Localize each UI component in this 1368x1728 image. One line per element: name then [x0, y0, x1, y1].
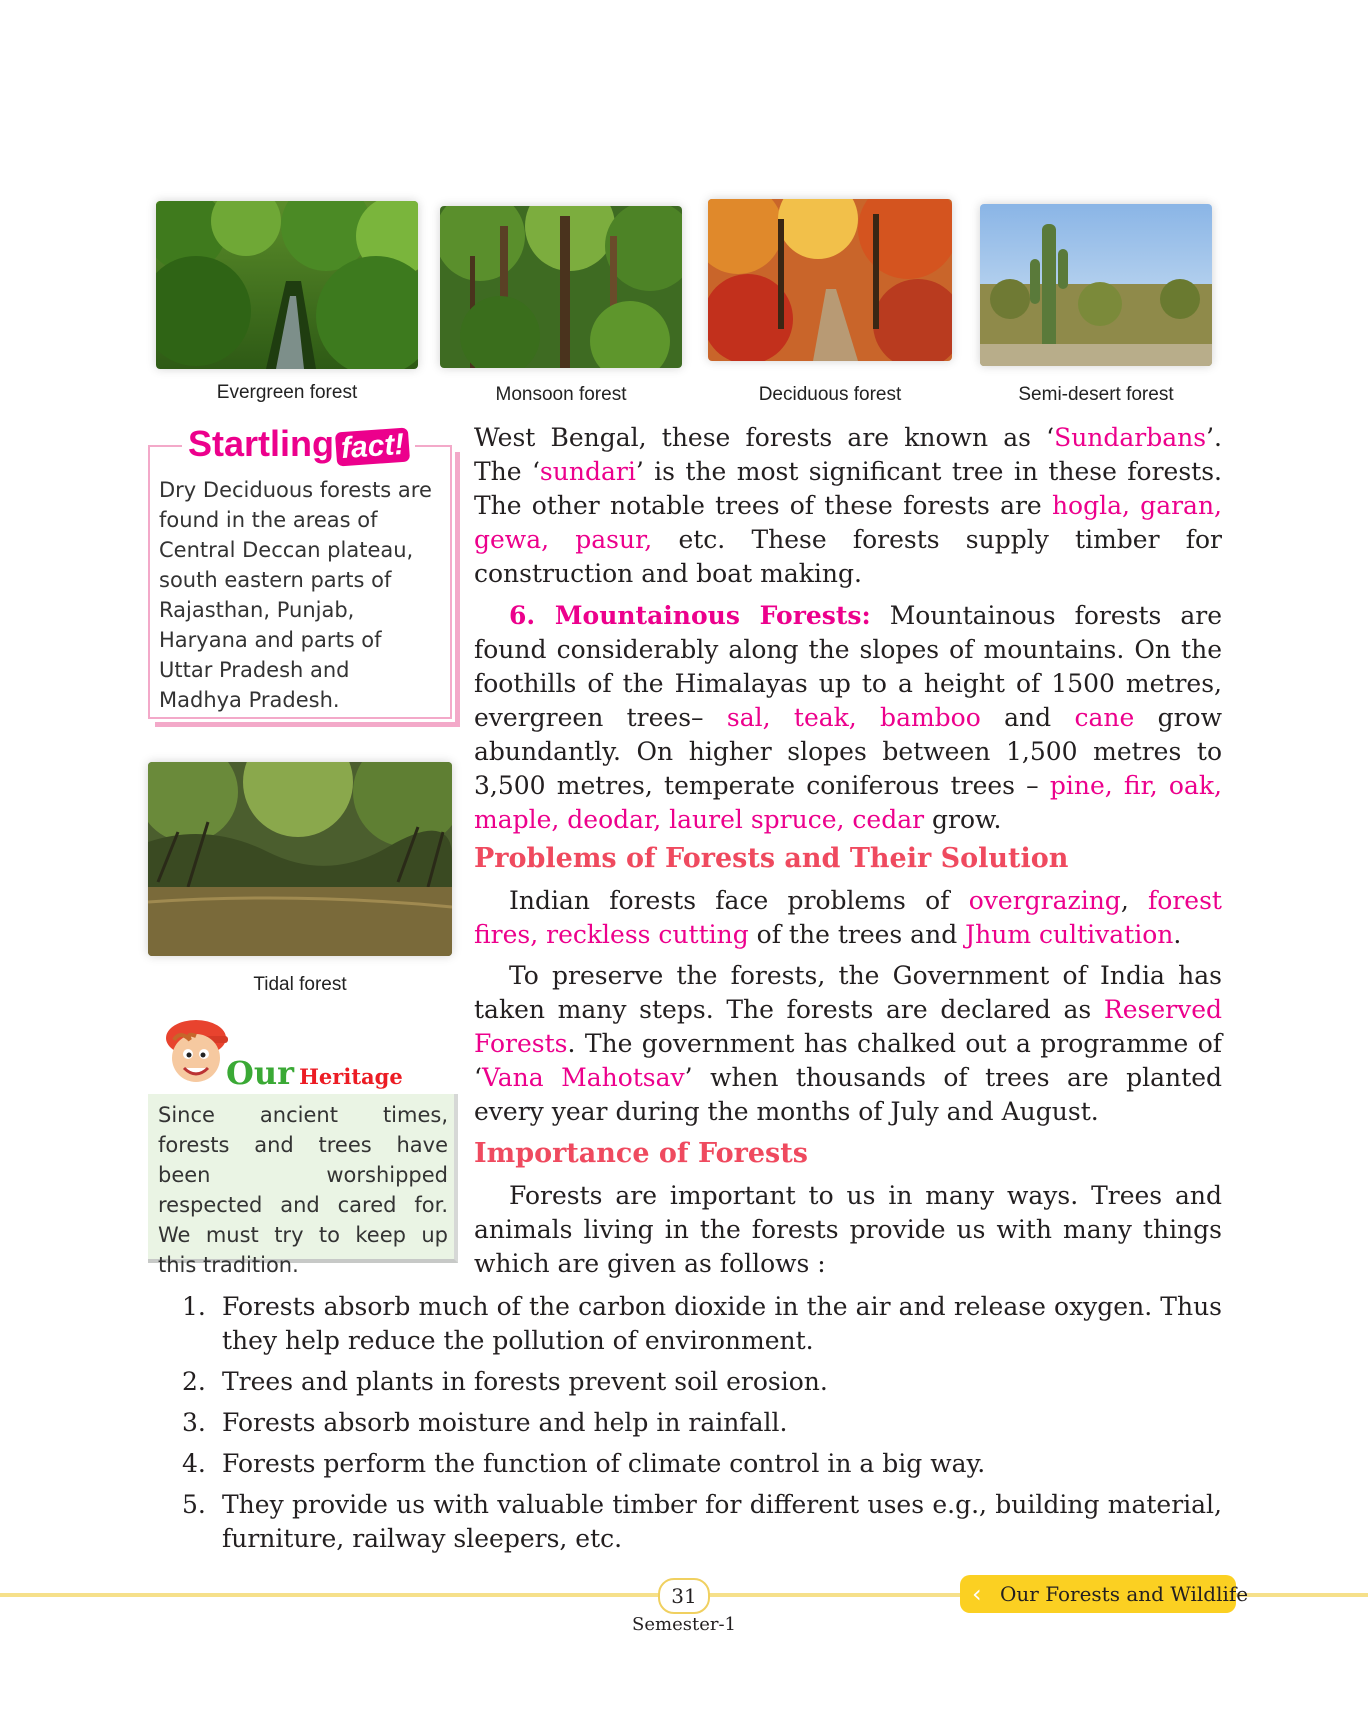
problems-heading: Problems of Forests and Their Solution — [474, 843, 1069, 874]
main-column-middle — [474, 884, 1222, 1129]
startling-fact-box — [148, 423, 460, 730]
page-number-badge — [658, 1578, 710, 1614]
list-item: 2. Trees and plants in forests prevent soil erosion. — [182, 1367, 828, 1396]
semester-label: Semester-1 — [632, 1614, 736, 1635]
startling-word: Startling — [188, 423, 335, 464]
mountainous-forests-heading: 6. Mountainous Forests: — [509, 601, 871, 630]
importance-intro: Forests are important to us in many ways. Trees and animals living in the forests provide us with many things which are given as follows : — [474, 1181, 1222, 1278]
term-sundarbans: Sundarbans — [1054, 423, 1207, 452]
heritage-title-heritage: Heritage — [299, 1064, 403, 1089]
term-vana-mahotsav: Vana Mahotsav — [481, 1063, 685, 1092]
list-item: 1. Forests absorb much of the carbon dioxide in the air and release oxygen. Thus they help reduce the pollution of environment. — [182, 1292, 1222, 1355]
chevron-left-icon: ‹ — [972, 1580, 982, 1608]
problems-paragraph: Indian forests face problems of overgrazing, forest fires, reckless cutting of the trees and Jhum cultivation. — [474, 886, 1222, 949]
tidal-forest-caption: Tidal forest — [253, 974, 347, 995]
heritage-title — [226, 1054, 403, 1092]
importance-heading: Importance of Forests — [474, 1138, 808, 1169]
deciduous-forest-caption: Deciduous forest — [758, 384, 902, 405]
sundarbans-paragraph: West Bengal, these forests are known as ‘Sundarbans’. The ‘sundari’ is the most significant tree in these forests. The other notable trees of these forests are hogla, garan, gewa, pasur, etc. These forests supply timber for construction and boat making. — [474, 423, 1222, 588]
page-number: 31 — [671, 1584, 697, 1608]
semi-desert-forest-photo — [980, 204, 1212, 366]
list-item: 3. Forests absorb moisture and help in rainfall. — [182, 1408, 788, 1437]
heritage-text: Since ancient times, forests and trees have been worshipped respected and cared for. We must try to keep up this tradition. — [158, 1103, 448, 1277]
term-coniferous-trees: pine, fir, oak, maple, deodar, laurel spruce, cedar — [474, 771, 1222, 834]
monsoon-forest-caption: Monsoon forest — [495, 384, 627, 405]
list-item: 5. They provide us with valuable timber for different uses e.g., building material, furniture, railway sleepers, etc. — [182, 1490, 1222, 1553]
heritage-mascot — [160, 1010, 232, 1095]
term-reserved-forests: Reserved Forests — [474, 995, 1222, 1058]
term-jhum-cultivation: Jhum cultivation — [965, 920, 1174, 949]
semi-desert-forest-caption: Semi-desert forest — [1018, 384, 1174, 405]
startling-fact-text: Dry Deciduous forests are found in the areas of Central Deccan plateau, south eastern parts of Rajasthan, Punjab, Haryana and parts of Uttar Pradesh and Madhya Pradesh. — [159, 478, 432, 712]
importance-paragraph — [474, 1179, 1222, 1281]
deciduous-forest-photo — [708, 199, 952, 361]
evergreen-forest-photo — [156, 201, 418, 369]
evergreen-forest-caption: Evergreen forest — [216, 382, 358, 403]
preservation-paragraph: To preserve the forests, the Government of India has taken many steps. The forests are declared as Reserved Forests. The government has chalked out a programme of ‘Vana Mahotsav’ when thousands of trees are planted every year during the months of July and August. — [474, 961, 1222, 1126]
term-forest-fires: forest fires, reckless cutting — [474, 886, 1222, 949]
chapter-title: Our Forests and Wildlife — [1000, 1582, 1249, 1606]
main-column-top — [474, 421, 1222, 837]
heritage-title-our: Our — [226, 1054, 294, 1092]
startling-fact-title — [182, 423, 415, 467]
fact-badge: fact! — [335, 427, 411, 466]
term-overgrazing: overgrazing — [968, 886, 1121, 915]
monsoon-forest-photo — [440, 206, 682, 368]
importance-list — [182, 1290, 1222, 1563]
mountainous-forests-paragraph: 6. Mountainous Forests: Mountainous forests are found considerably along the slopes of mountains. On the foothills of the Himalayas up to a height of 1500 metres, evergreen trees– sal, teak, bamboo and cane grow abundantly. On higher slopes between 1,500 metres to 3,500 metres, temperate coniferous trees – pine, fir, oak, maple, deodar, laurel spruce, cedar grow. — [474, 601, 1223, 834]
term-evergreen-trees: sal, teak, bamboo — [726, 703, 981, 732]
term-sundari: sundari — [539, 457, 636, 486]
tidal-forest-photo — [148, 762, 452, 956]
term-sundarbans-trees: hogla, garan, gewa, pasur, — [474, 491, 1222, 554]
chapter-tab[interactable] — [960, 1575, 1249, 1613]
term-cane: cane — [1074, 703, 1135, 732]
heritage-box — [148, 1094, 458, 1277]
list-item: 4. Forests perform the function of climate control in a big way. — [182, 1449, 986, 1478]
